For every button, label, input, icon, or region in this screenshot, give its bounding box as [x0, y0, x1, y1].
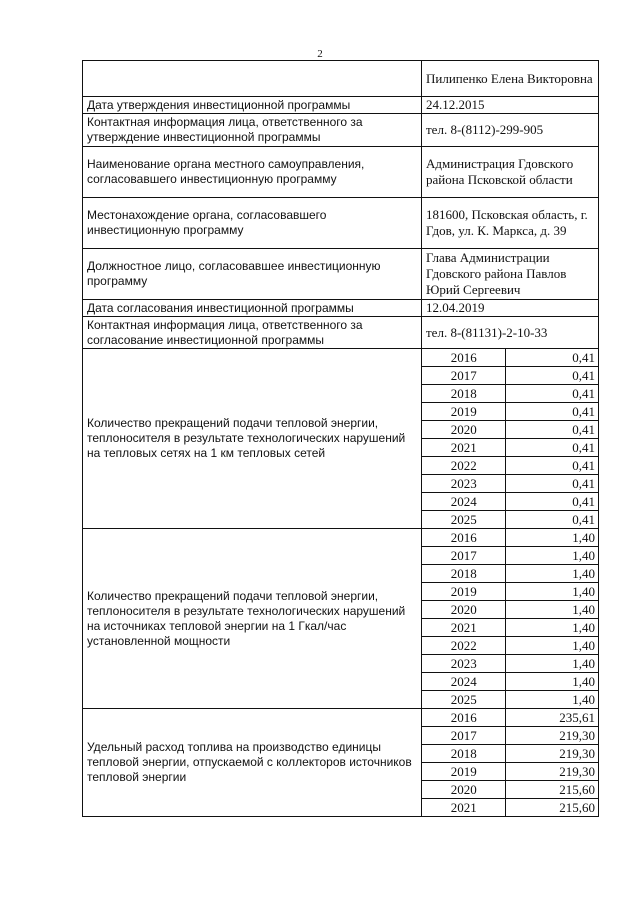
value-cell: 1,40 — [506, 547, 598, 565]
value-cell: 1,40 — [506, 655, 598, 673]
info-row-value: 12.04.2019 — [422, 300, 599, 317]
value-cell: 0,41 — [506, 457, 598, 475]
year-row — [422, 457, 598, 475]
indicator-values-cell — [422, 349, 599, 529]
value-cell: 0,41 — [506, 367, 598, 385]
year-cell: 2017 — [422, 727, 506, 745]
year-cell: 2019 — [422, 763, 506, 781]
value-cell: 0,41 — [506, 439, 598, 457]
info-row-label: Дата утверждения инвестиционной программы — [83, 97, 422, 114]
value-cell: 1,40 — [506, 529, 598, 547]
indicator-label: Количество прекращений подачи тепловой энергии, теплоносителя в результате технологических нарушений на источниках тепловой энергии на 1 Гкал/час установленной мощности — [83, 529, 422, 709]
year-cell: 2024 — [422, 493, 506, 511]
value-cell: 0,41 — [506, 403, 598, 421]
year-row — [422, 745, 598, 763]
year-row — [422, 673, 598, 691]
year-cell: 2017 — [422, 367, 506, 385]
year-row — [422, 637, 598, 655]
value-cell: 0,41 — [506, 421, 598, 439]
value-cell: 219,30 — [506, 763, 598, 781]
year-cell: 2024 — [422, 673, 506, 691]
value-cell: 219,30 — [506, 727, 598, 745]
value-cell: 215,60 — [506, 799, 598, 817]
info-row — [83, 97, 599, 114]
year-row — [422, 529, 598, 547]
value-cell: 1,40 — [506, 691, 598, 709]
info-row-value: Глава Администрации Гдовского района Павлов Юрий Сергеевич — [422, 249, 599, 300]
indicator-label: Количество прекращений подачи тепловой энергии, теплоносителя в результате технологических нарушений на тепловых сетях на 1 км тепловых сетей — [83, 349, 422, 529]
page-number: 2 — [317, 48, 323, 60]
info-row-label: Контактная информация лица, ответственного за утверждение инвестиционной программы — [83, 114, 422, 147]
header-empty-cell — [83, 61, 422, 97]
year-row — [422, 385, 598, 403]
year-row — [422, 547, 598, 565]
value-cell: 1,40 — [506, 601, 598, 619]
value-cell: 235,61 — [506, 709, 598, 727]
year-cell: 2016 — [422, 709, 506, 727]
info-row-label: Местонахождение органа, согласовавшего инвестиционную программу — [83, 198, 422, 249]
year-row — [422, 601, 598, 619]
info-row-value: 24.12.2015 — [422, 97, 599, 114]
info-row — [83, 300, 599, 317]
year-cell: 2020 — [422, 421, 506, 439]
year-row — [422, 691, 598, 709]
value-cell: 0,41 — [506, 475, 598, 493]
value-cell: 0,41 — [506, 493, 598, 511]
info-row-value: тел. 8-(8112)-299-905 — [422, 114, 599, 147]
year-row — [422, 763, 598, 781]
value-cell: 1,40 — [506, 565, 598, 583]
year-value-table — [422, 349, 598, 528]
year-row — [422, 655, 598, 673]
value-cell: 215,60 — [506, 781, 598, 799]
year-cell: 2025 — [422, 511, 506, 529]
year-cell: 2019 — [422, 583, 506, 601]
year-row — [422, 799, 598, 817]
year-row — [422, 403, 598, 421]
header-row — [83, 61, 599, 97]
indicator-row — [83, 709, 599, 817]
year-cell: 2017 — [422, 547, 506, 565]
year-cell: 2021 — [422, 439, 506, 457]
year-row — [422, 727, 598, 745]
year-row — [422, 781, 598, 799]
year-value-table — [422, 529, 598, 708]
info-row — [83, 114, 599, 147]
year-row — [422, 619, 598, 637]
indicator-label: Удельный расход топлива на производство единицы тепловой энергии, отпускаемой с коллекторов источников тепловой энергии — [83, 709, 422, 817]
indicator-row — [83, 529, 599, 709]
year-cell: 2022 — [422, 637, 506, 655]
indicator-row — [83, 349, 599, 529]
year-cell: 2019 — [422, 403, 506, 421]
year-cell: 2023 — [422, 655, 506, 673]
value-cell: 0,41 — [506, 511, 598, 529]
value-cell: 1,40 — [506, 637, 598, 655]
year-row — [422, 583, 598, 601]
year-row — [422, 349, 598, 367]
info-row — [83, 198, 599, 249]
year-row — [422, 421, 598, 439]
year-cell: 2023 — [422, 475, 506, 493]
info-row-label: Должностное лицо, согласовавшее инвестиционную программу — [83, 249, 422, 300]
indicator-values-cell — [422, 529, 599, 709]
year-row — [422, 709, 598, 727]
year-row — [422, 367, 598, 385]
indicator-values-cell — [422, 709, 599, 817]
year-row — [422, 511, 598, 529]
year-cell: 2021 — [422, 799, 506, 817]
year-cell: 2020 — [422, 781, 506, 799]
info-row — [83, 317, 599, 349]
info-row-value: Администрация Гдовского района Псковской области — [422, 147, 599, 198]
info-row-label: Наименование органа местного самоуправления, согласовавшего инвестиционную программу — [83, 147, 422, 198]
info-row-label: Контактная информация лица, ответственного за согласование инвестиционной программы — [83, 317, 422, 349]
info-row-label: Дата согласования инвестиционной программы — [83, 300, 422, 317]
year-cell: 2018 — [422, 385, 506, 403]
year-value-table — [422, 709, 598, 816]
year-cell: 2021 — [422, 619, 506, 637]
value-cell: 0,41 — [506, 385, 598, 403]
year-cell: 2022 — [422, 457, 506, 475]
year-row — [422, 439, 598, 457]
year-row — [422, 493, 598, 511]
info-row-value: 181600, Псковская область, г. Гдов, ул. К. Маркса, д. 39 — [422, 198, 599, 249]
responsible-person-value: Пилипенко Елена Викторовна — [422, 61, 599, 97]
year-cell: 2016 — [422, 349, 506, 367]
info-row — [83, 249, 599, 300]
value-cell: 1,40 — [506, 583, 598, 601]
year-row — [422, 565, 598, 583]
year-cell: 2020 — [422, 601, 506, 619]
year-row — [422, 475, 598, 493]
info-row — [83, 147, 599, 198]
value-cell: 0,41 — [506, 349, 598, 367]
value-cell: 1,40 — [506, 673, 598, 691]
year-cell: 2025 — [422, 691, 506, 709]
info-row-value: тел. 8-(81131)-2-10-33 — [422, 317, 599, 349]
year-cell: 2018 — [422, 565, 506, 583]
investment-program-table — [82, 60, 599, 817]
value-cell: 1,40 — [506, 619, 598, 637]
value-cell: 219,30 — [506, 745, 598, 763]
year-cell: 2018 — [422, 745, 506, 763]
year-cell: 2016 — [422, 529, 506, 547]
